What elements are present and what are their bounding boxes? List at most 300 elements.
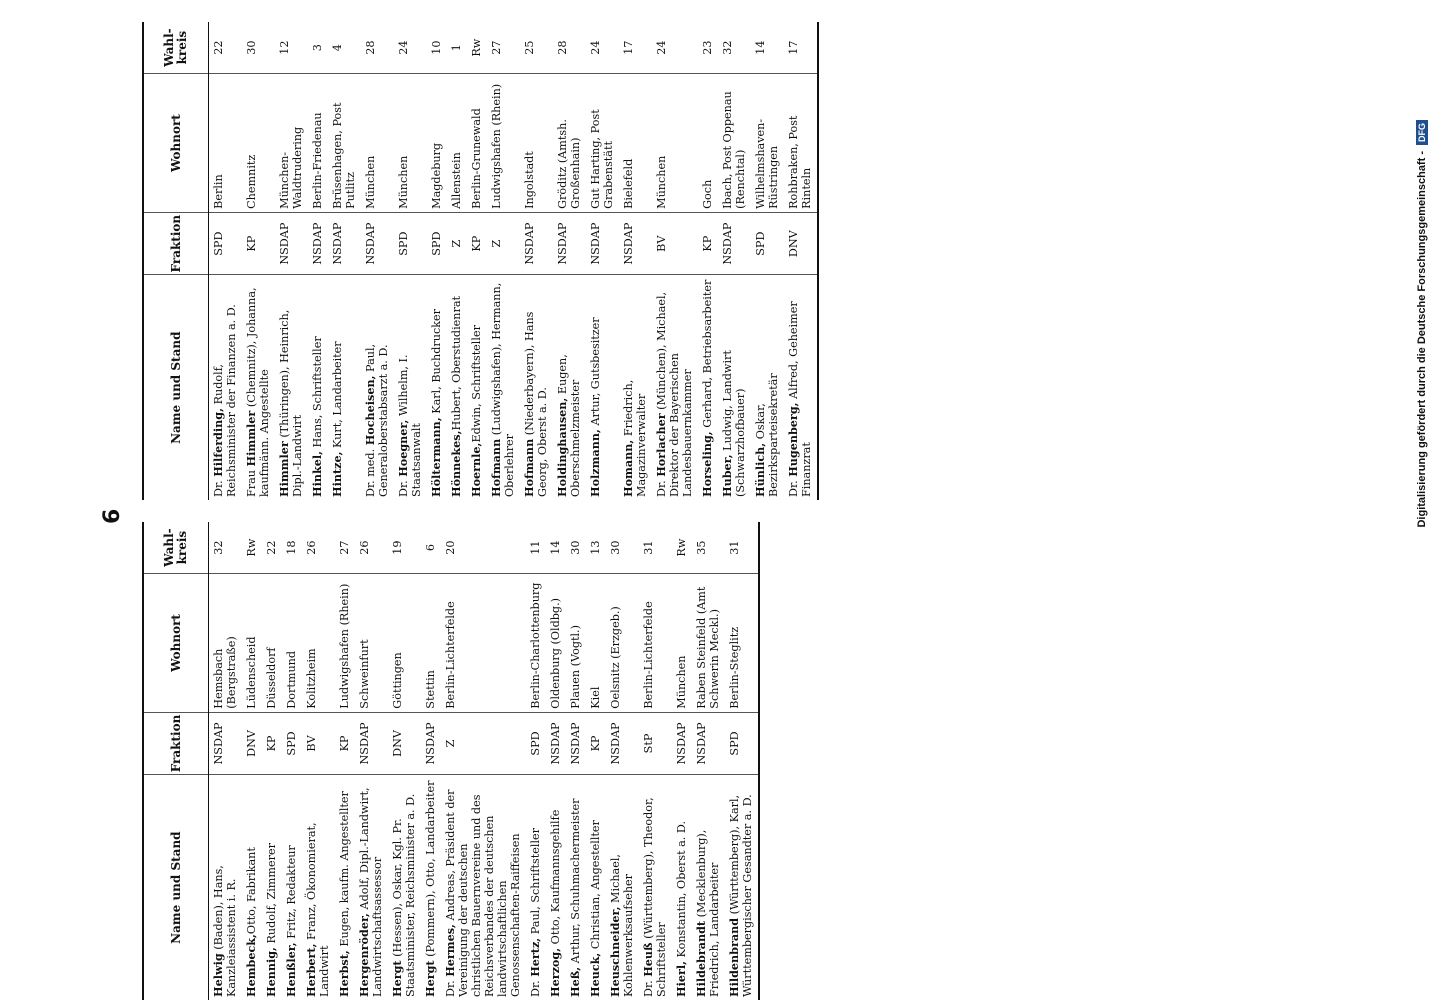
member-details: (Mecklenburg), Friedrich, Landarbeiter — [695, 829, 721, 997]
party-cell: NSDAP — [672, 712, 692, 775]
member-details: Otto, Kaufmannsgehilfe — [549, 809, 562, 948]
residence-cell: Dortmund — [282, 574, 302, 712]
residence-cell: Ludwigshafen (Rhein) — [487, 74, 520, 213]
member-name-cell — [275, 275, 308, 500]
member-details: Friedrich, Magazinverwalter — [622, 379, 648, 497]
member-title: Dr. med. — [364, 445, 377, 497]
residence-cell: München-Waldtrudering — [275, 74, 308, 213]
district-cell: 18 — [282, 522, 302, 574]
member-surname: Heuß — [641, 942, 655, 977]
table-row — [566, 522, 586, 1000]
district-cell: 30 — [566, 522, 586, 574]
header-party: Fraktion — [143, 212, 209, 275]
member-details: Hubert, Oberstudienrat — [450, 295, 463, 431]
residence-cell: Schweinfurt — [355, 574, 388, 712]
member-details: Karl, Buchdrucker — [430, 309, 443, 418]
table-row — [698, 22, 718, 500]
member-details: (Thüringen), Heinrich, Dipl.-Landwirt — [278, 309, 304, 497]
member-title: Dr. — [642, 976, 655, 997]
member-name-cell — [526, 775, 546, 1000]
residence-cell: Ludwigshafen (Rhein) — [335, 574, 355, 712]
district-cell: 23 — [698, 22, 718, 74]
member-title: Dr. — [212, 476, 225, 497]
party-cell: DNV — [242, 712, 262, 775]
member-details: Adolf, Dipl.-Landwirt, Landwirtschaftsassessor — [358, 787, 384, 997]
member-name-cell — [242, 775, 262, 1000]
header-name: Name und Stand — [143, 775, 209, 1000]
member-surname: Hoegner, — [396, 419, 410, 477]
member-title: Frau — [245, 466, 258, 497]
right-table-block — [142, 22, 819, 500]
district-cell: 20 — [441, 522, 526, 574]
table-row — [718, 22, 751, 500]
member-name-cell — [355, 775, 388, 1000]
residence-cell: Berlin-Lichterfelde — [441, 574, 526, 712]
district-cell: 28 — [361, 22, 394, 74]
table-row — [639, 522, 672, 1000]
table-header-row — [143, 522, 209, 1000]
header-party: Fraktion — [143, 712, 209, 775]
member-name-cell — [586, 275, 619, 500]
district-cell: 31 — [639, 522, 672, 574]
member-surname: Hierl, — [674, 961, 688, 997]
party-cell: NSDAP — [566, 712, 586, 775]
residence-cell: Berlin-Friedenau — [308, 74, 328, 213]
left-table-body — [209, 522, 760, 1000]
member-details: Franz, Ökonomierat, Landwirt — [305, 822, 331, 997]
party-cell: KP — [586, 712, 606, 775]
member-details: Arthur, Schuhmachermeister — [569, 798, 582, 967]
member-name-cell — [784, 275, 818, 500]
member-surname: Hergt — [423, 960, 437, 997]
residence-cell: Berlin-Charlottenburg — [526, 574, 546, 712]
member-name-cell — [553, 275, 586, 500]
district-cell: 24 — [586, 22, 619, 74]
member-title: Dr. — [787, 476, 800, 497]
district-cell: 12 — [275, 22, 308, 74]
table-row — [388, 522, 421, 1000]
table-row — [751, 22, 784, 500]
residence-cell: Berlin-Grunewald — [467, 74, 487, 213]
party-cell: KP — [698, 212, 718, 275]
party-cell: BV — [652, 212, 698, 275]
table-row — [447, 22, 467, 500]
party-cell: NSDAP — [553, 212, 586, 275]
district-cell: 1 — [447, 22, 467, 74]
residence-cell: Ingolstadt — [520, 74, 553, 213]
member-surname: Hugenberg, — [786, 402, 800, 477]
district-cell: 35 — [692, 522, 725, 574]
member-name-cell — [725, 775, 759, 1000]
residence-cell: Kiel — [586, 574, 606, 712]
member-name-cell — [361, 275, 394, 500]
residence-cell: Oelsnitz (Erzgeb.) — [606, 574, 639, 712]
member-details: (Chemnitz), Johanna, kaufmänn. Angestellte — [245, 287, 271, 497]
member-details: Eugen, kaufm. Angestellter — [338, 791, 351, 951]
member-surname: Hofmann — [522, 438, 536, 497]
member-name-cell — [421, 775, 441, 1000]
member-name-cell — [467, 275, 487, 500]
district-cell: 27 — [487, 22, 520, 74]
member-surname: Heß, — [568, 966, 582, 997]
district-cell: 26 — [302, 522, 335, 574]
member-name-cell — [209, 275, 243, 500]
member-surname: Hertz, — [528, 937, 542, 977]
member-name-cell — [606, 775, 639, 1000]
residence-cell: München — [394, 74, 427, 213]
member-surname: Hennig, — [264, 947, 278, 997]
member-surname: Hermes, — [443, 924, 457, 977]
table-row — [619, 22, 652, 500]
member-name-cell — [692, 775, 725, 1000]
header-place: Wohnort — [143, 74, 209, 213]
member-surname: Hildenbrand — [727, 917, 741, 997]
member-name-cell — [566, 775, 586, 1000]
district-cell: 19 — [388, 522, 421, 574]
table-header-row — [143, 22, 209, 500]
member-details: Eugen, Oberschmelzmeister — [556, 354, 582, 497]
member-details: (Hessen), Oskar, Kgl. Pr. Staatsminister, Reichsminister a. D. — [391, 793, 417, 997]
member-title: Dr. — [529, 976, 542, 997]
member-surname: Huber, — [720, 454, 734, 497]
table-row — [725, 522, 759, 1000]
residence-cell: Rohbraken, Post Rinteln — [784, 74, 818, 213]
party-cell: NSDAP — [421, 712, 441, 775]
residence-cell: Lüdenscheid — [242, 574, 262, 712]
party-cell: NSDAP — [619, 212, 652, 275]
residence-cell: Raben Steinfeld (Amt Schwerin Meckl.) — [692, 574, 725, 712]
residence-cell: München — [361, 74, 394, 213]
member-details: Artur, Gutsbesitzer — [589, 317, 602, 430]
header-place: Wohnort — [143, 574, 209, 712]
member-name-cell — [388, 775, 421, 1000]
district-cell: 4 — [328, 22, 361, 74]
table-row — [302, 522, 335, 1000]
table-row — [692, 522, 725, 1000]
member-surname: Himmler — [277, 441, 291, 497]
party-cell: NSDAP — [355, 712, 388, 775]
district-cell: 25 — [520, 22, 553, 74]
member-name-cell — [546, 775, 566, 1000]
party-cell: Z — [487, 212, 520, 275]
party-cell: Z — [447, 212, 467, 275]
party-cell: NSDAP — [361, 212, 394, 275]
district-cell: 32 — [209, 522, 243, 574]
member-surname: Hembeck, — [244, 934, 258, 997]
district-cell: 6 — [421, 522, 441, 574]
member-name-cell — [487, 275, 520, 500]
party-cell: SPD — [282, 712, 302, 775]
party-cell: StP — [639, 712, 672, 775]
member-details: Ludwig, Landwirt (Schwarzhofbauer) — [721, 350, 747, 497]
member-details: (Niederbayern), Hans Georg, Oberst a. D. — [523, 311, 549, 497]
party-cell: SPD — [427, 212, 447, 275]
party-cell: NSDAP — [692, 712, 725, 775]
member-title: Dr. — [397, 476, 410, 497]
district-cell: 17 — [784, 22, 818, 74]
district-cell: 14 — [751, 22, 784, 74]
district-cell: 10 — [427, 22, 447, 74]
header-name: Name und Stand — [143, 275, 209, 500]
member-details: (Pommern), Otto, Landarbeiter — [424, 780, 437, 961]
party-cell: NSDAP — [718, 212, 751, 275]
residence-cell: Oldenburg (Oldbg.) — [546, 574, 566, 712]
member-surname: Hintze, — [330, 451, 344, 497]
party-cell: SPD — [526, 712, 546, 775]
party-cell: Z — [441, 712, 526, 775]
member-surname: Höltermann, — [429, 417, 443, 497]
residence-cell: Hemsbach (Bergstraße) — [209, 574, 243, 712]
residence-cell: Berlin-Steglitz — [725, 574, 759, 712]
residence-cell: Ibach, Post Oppenau (Renchtal) — [718, 74, 751, 213]
member-surname: Holdinghausen, — [555, 397, 569, 497]
member-name-cell — [328, 275, 361, 500]
member-surname: Herzog, — [548, 947, 562, 997]
member-surname: Homann, — [621, 439, 635, 497]
member-name-cell — [394, 275, 427, 500]
district-cell: 27 — [335, 522, 355, 574]
party-cell: NSDAP — [308, 212, 328, 275]
table-row — [242, 22, 275, 500]
residence-cell: Wilhelmshaven-Rüstringen — [751, 74, 784, 213]
member-surname: Hildebrandt — [694, 920, 708, 997]
member-surname: Heuschneider, — [608, 906, 622, 997]
party-cell: KP — [262, 712, 282, 775]
member-title: Dr. — [655, 476, 668, 497]
table-row — [546, 522, 566, 1000]
table-row — [262, 522, 282, 1000]
member-name-cell — [302, 775, 335, 1000]
district-cell: 30 — [606, 522, 639, 574]
member-surname: Henßler, — [284, 942, 298, 997]
member-name-cell — [520, 275, 553, 500]
party-cell: NSDAP — [328, 212, 361, 275]
table-row — [328, 22, 361, 500]
member-surname: Hocheisen, — [363, 375, 377, 446]
member-details: Wilhelm, I. Staatsanwalt — [397, 354, 423, 497]
residence-cell: Allenstein — [447, 74, 467, 213]
member-details: Alfred, Geheimer Finanzrat — [787, 301, 813, 497]
member-name-cell — [639, 775, 672, 1000]
table-row — [652, 22, 698, 500]
table-row — [421, 522, 441, 1000]
residence-cell: München — [672, 574, 692, 712]
residence-cell: Berlin — [209, 74, 243, 213]
district-cell: 22 — [209, 22, 243, 74]
party-cell: KP — [335, 712, 355, 775]
member-surname: Hoernle, — [469, 442, 483, 497]
member-surname: Herbert, — [304, 943, 318, 997]
right-table-body — [209, 22, 819, 500]
party-cell: KP — [467, 212, 487, 275]
member-details: Paul, Generaloberstabsarzt a. D. — [364, 343, 390, 497]
district-cell: 31 — [725, 522, 759, 574]
member-name-cell — [718, 275, 751, 500]
party-cell: NSDAP — [606, 712, 639, 775]
table-row — [242, 522, 262, 1000]
member-name-cell — [308, 275, 328, 500]
residence-cell: Düsseldorf — [262, 574, 282, 712]
member-surname: Heuck, — [588, 952, 602, 997]
party-cell: BV — [302, 712, 335, 775]
residence-cell: Bielefeld — [619, 74, 652, 213]
party-cell: NSDAP — [546, 712, 566, 775]
table-row — [361, 22, 394, 500]
member-name-cell — [209, 775, 243, 1000]
party-cell: SPD — [394, 212, 427, 275]
district-cell: 17 — [619, 22, 652, 74]
party-cell: NSDAP — [275, 212, 308, 275]
dfg-logo: DFG — [1416, 120, 1428, 145]
member-details: Konstantin, Oberst a. D. — [675, 820, 688, 962]
member-surname: Hofmann — [489, 438, 503, 497]
district-cell: 3 — [308, 22, 328, 74]
member-name-cell — [242, 275, 275, 500]
member-surname: Herbst, — [337, 950, 351, 997]
member-details: (Ludwigshafen), Hermann, Oberlehrer — [490, 282, 516, 497]
table-row — [282, 522, 302, 1000]
member-details: Rudolf, Zimmerer — [265, 843, 278, 948]
header-district: Wahl-kreis — [143, 522, 209, 574]
residence-cell: Stettin — [421, 574, 441, 712]
member-details: Hans, Schriftsteller — [311, 336, 324, 452]
table-row — [394, 22, 427, 500]
district-cell: 13 — [586, 522, 606, 574]
residence-cell: Göttingen — [388, 574, 421, 712]
party-cell: NSDAP — [586, 212, 619, 275]
left-table-block — [142, 522, 760, 1000]
member-details: Otto, Fabrikant — [245, 847, 258, 935]
residence-cell: Magdeburg — [427, 74, 447, 213]
member-details: Andreas, Präsident der Vereinigung der deutschen christlichen Bauernvereine und des Reichsverbandes der deutschen landwirtschaftlichen Genossenschaften-Raiffeisen — [444, 789, 522, 997]
member-surname: Holzmann, — [588, 429, 602, 497]
district-cell: Rw — [467, 22, 487, 74]
member-name-cell — [751, 275, 784, 500]
member-details: Michael, Kohlenwerksaufseher — [609, 854, 635, 997]
member-details: Christian, Angestellter — [589, 820, 602, 953]
table-row — [441, 522, 526, 1000]
district-cell: 24 — [394, 22, 427, 74]
table-row — [672, 522, 692, 1000]
party-cell: SPD — [725, 712, 759, 775]
page-number: 6 — [100, 508, 125, 524]
district-cell: 24 — [652, 22, 698, 74]
member-name-cell — [586, 775, 606, 1000]
table-row — [308, 22, 328, 500]
table-row — [275, 22, 308, 500]
party-cell: SPD — [751, 212, 784, 275]
members-table-left — [142, 522, 760, 1000]
district-cell: Rw — [672, 522, 692, 574]
table-row — [209, 22, 243, 500]
member-details: (Baden), Hans, Kanzleiassistent i. R. — [212, 865, 238, 997]
member-details: Gerhard, Betriebsarbeiter — [701, 279, 714, 432]
members-table-right — [142, 22, 819, 500]
member-name-cell — [652, 275, 698, 500]
member-details: (Württemberg), Karl, Württembergischer Gesandter a. D. — [728, 794, 754, 997]
member-details: Rudolf, Reichsminister der Finanzen a. D. — [212, 304, 238, 497]
party-cell: DNV — [388, 712, 421, 775]
table-row — [784, 22, 818, 500]
table-row — [209, 522, 243, 1000]
member-name-cell — [262, 775, 282, 1000]
district-cell: 30 — [242, 22, 275, 74]
table-row — [586, 22, 619, 500]
member-details: Edwin, Schriftsteller — [470, 325, 483, 443]
district-cell: 28 — [553, 22, 586, 74]
digitization-note — [1414, 120, 1430, 880]
party-cell: SPD — [209, 212, 243, 275]
funding-note-text: Digitalisierung gefördert durch die Deutsche Forschungsgemeinschaft - — [1416, 151, 1428, 528]
table-row — [606, 522, 639, 1000]
residence-cell: Brüsenhagen, Post Putlitz — [328, 74, 361, 213]
member-name-cell — [447, 275, 467, 500]
member-name-cell — [335, 775, 355, 1000]
table-row — [335, 522, 355, 1000]
member-surname: Himmler — [244, 410, 258, 467]
district-cell: Rw — [242, 522, 262, 574]
residence-cell: Gröditz (Amtsh. Großenhain) — [553, 74, 586, 213]
residence-cell: Chemnitz — [242, 74, 275, 213]
member-surname: Horseling, — [700, 431, 714, 497]
member-name-cell — [619, 275, 652, 500]
member-details: Fritz, Redakteur — [285, 845, 298, 943]
member-surname: Hilferding, — [211, 407, 225, 477]
member-name-cell — [441, 775, 526, 1000]
member-title: Dr. — [444, 976, 457, 997]
residence-cell: Plauen (Vogtl.) — [566, 574, 586, 712]
member-details: Oskar, Bezirksparteisekretär — [754, 373, 780, 497]
residence-cell: Gut Harting, Post Grabenstätt — [586, 74, 619, 213]
member-name-cell — [672, 775, 692, 1000]
member-surname: Horlacher — [654, 413, 668, 477]
table-row — [526, 522, 546, 1000]
party-cell: NSDAP — [209, 712, 243, 775]
member-surname: Hönnekes, — [449, 430, 463, 497]
district-cell: 22 — [262, 522, 282, 574]
table-row — [520, 22, 553, 500]
district-cell: 32 — [718, 22, 751, 74]
table-row — [586, 522, 606, 1000]
residence-cell: Kolitzheim — [302, 574, 335, 712]
district-cell: 26 — [355, 522, 388, 574]
member-details: Kurt, Landarbeiter — [331, 341, 344, 452]
district-cell: 14 — [546, 522, 566, 574]
member-surname: Hünlich, — [753, 442, 767, 497]
member-details: (Württemberg), Theodor, Schriftsteller — [642, 797, 668, 997]
member-details: Paul, Schriftsteller — [529, 827, 542, 938]
table-row — [427, 22, 447, 500]
residence-cell: Goch — [698, 74, 718, 213]
member-surname: Helwig — [211, 953, 225, 997]
table-row — [355, 522, 388, 1000]
table-row — [467, 22, 487, 500]
member-surname: Hergt — [390, 960, 404, 997]
district-cell: 11 — [526, 522, 546, 574]
party-cell: KP — [242, 212, 275, 275]
table-row — [553, 22, 586, 500]
party-cell: NSDAP — [520, 212, 553, 275]
member-name-cell — [427, 275, 447, 500]
header-district: Wahl-kreis — [143, 22, 209, 74]
member-surname: Hinkel, — [310, 451, 324, 497]
table-row — [487, 22, 520, 500]
party-cell: DNV — [784, 212, 818, 275]
member-surname: Hergenröder, — [357, 913, 371, 997]
residence-cell: Berlin-Lichterfelde — [639, 574, 672, 712]
member-name-cell — [698, 275, 718, 500]
member-name-cell — [282, 775, 302, 1000]
